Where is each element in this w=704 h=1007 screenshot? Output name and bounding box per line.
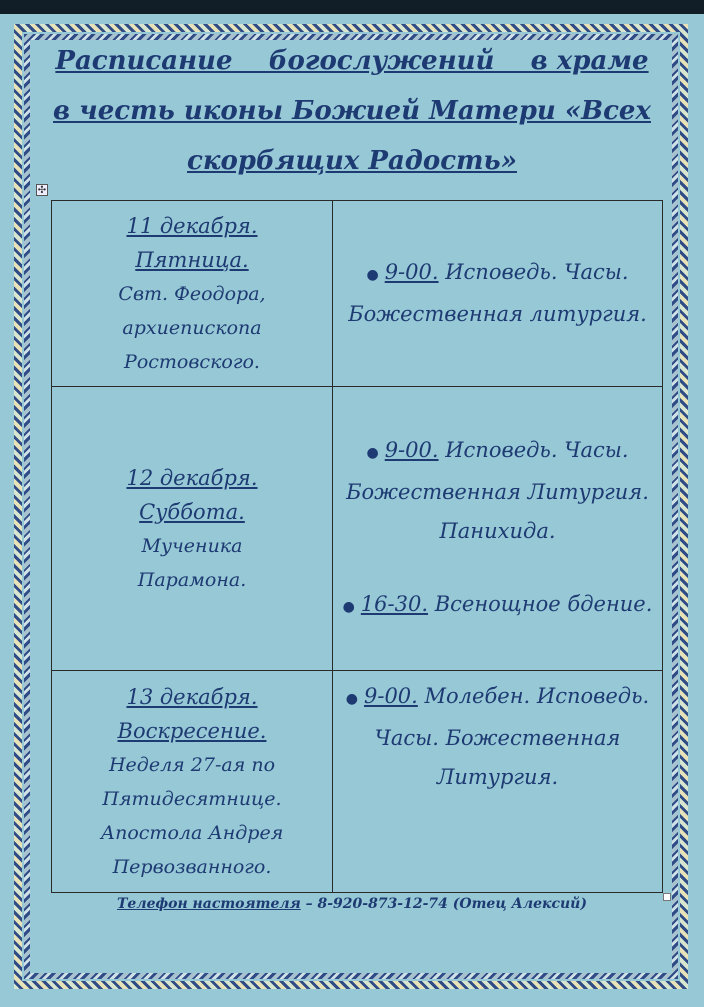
- schedule-table: [51, 200, 663, 893]
- list-item: [339, 253, 656, 334]
- service-text: Исповедь. Часы. Божественная Литургия. Панихида.: [346, 437, 649, 543]
- service-time: 9-00.: [384, 260, 439, 284]
- day-description: Апостола Андрея: [100, 821, 284, 844]
- list-item: [339, 585, 656, 627]
- day-weekday: Воскресение.: [117, 718, 267, 743]
- phone-footer: Телефон настоятеля – 8-920-873-12-74 (Отец Алексий): [117, 896, 587, 912]
- window-top-bar: [0, 0, 704, 14]
- list-item: [339, 677, 656, 797]
- title-line-3: скорбящих Радость»: [187, 146, 517, 176]
- phone-number: 8-920-873-12-74: [317, 896, 448, 912]
- bullet-icon: ●: [366, 267, 379, 283]
- services-cell: [333, 201, 663, 387]
- service-time: 9-00.: [363, 684, 418, 708]
- table-row: [52, 201, 663, 387]
- list-item: [339, 431, 656, 551]
- page-title: [40, 36, 664, 186]
- table-move-handle-icon[interactable]: ✣: [37, 185, 47, 196]
- service-time: 9-00.: [384, 437, 439, 462]
- day-date: 11 декабря.: [126, 213, 258, 238]
- table-row: [52, 387, 663, 671]
- service-text: Исповедь. Часы. Божественная литургия.: [348, 260, 647, 326]
- title-line-1: Расписание богослужений в храме: [55, 46, 649, 76]
- bullet-icon: ●: [366, 444, 379, 461]
- day-description: Пятидесятнице.: [102, 787, 282, 810]
- day-description: Парамона.: [137, 568, 247, 591]
- bullet-icon: ●: [345, 691, 358, 707]
- services-list: [339, 253, 656, 334]
- service-text: Молебен. Исповедь. Часы. Божественная Литургия.: [374, 684, 650, 789]
- day-description: Ростовского.: [124, 350, 260, 373]
- day-date: 13 декабря.: [126, 684, 258, 709]
- table-resize-handle[interactable]: [663, 893, 671, 901]
- service-text: Всенощное бдение.: [434, 591, 653, 616]
- day-description: Свт. Феодора,: [118, 282, 266, 305]
- table-row: [52, 671, 663, 893]
- day-cell: [52, 671, 333, 893]
- day-weekday: Суббота.: [139, 499, 245, 524]
- day-description: Первозванного.: [112, 855, 272, 878]
- day-description: Неделя 27-ая по: [108, 753, 276, 776]
- services-list: [339, 677, 656, 797]
- services-cell: [333, 671, 663, 893]
- day-cell: [52, 201, 333, 387]
- day-date: 12 декабря.: [126, 465, 258, 490]
- services-cell: [333, 387, 663, 671]
- services-list: [339, 431, 656, 627]
- day-weekday: Пятница.: [135, 247, 249, 272]
- title-line-2: в честь иконы Божией Матери «Всех: [53, 96, 651, 126]
- day-cell: [52, 387, 333, 671]
- phone-contact: (Отец Алексий): [452, 896, 587, 912]
- day-description: Мученика: [141, 534, 243, 557]
- service-time: 16-30.: [360, 591, 429, 616]
- day-description: архиепископа: [122, 316, 262, 339]
- phone-label: Телефон настоятеля: [117, 896, 301, 912]
- bullet-icon: ●: [342, 598, 355, 615]
